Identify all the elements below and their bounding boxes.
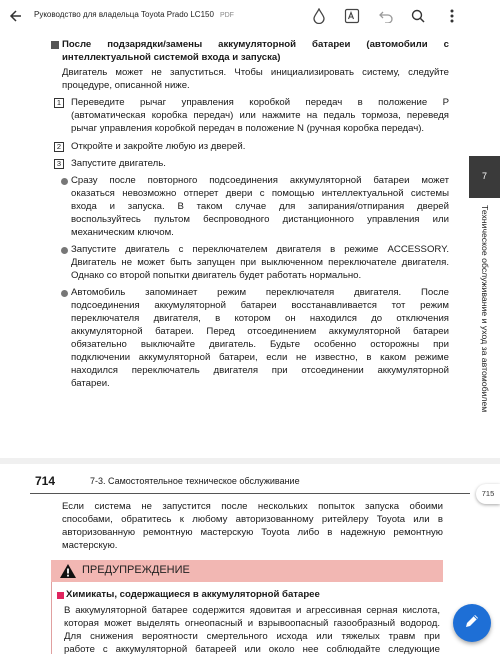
bullet3-line2: подсоединения аккумуляторной батареи восстанавливается тот режим bbox=[71, 300, 449, 311]
warning-square-icon bbox=[57, 592, 64, 599]
bullet3-line7: находился переключатель двигателя при отсоединении аккумуляторной bbox=[71, 365, 449, 376]
warning-subheading: Химикаты, содержащиеся в аккумуляторной батарее bbox=[66, 589, 320, 600]
bullet1-line3: входа и запуска. В таком случае для запирания/отпирания дверей bbox=[71, 201, 449, 212]
bullet3-line4: аккумуляторной батареи. Перед отсоединением аккумуляторной батареи bbox=[71, 326, 449, 337]
chapter-tab-label: Техническое обслуживание и уход за автомобилем bbox=[480, 205, 490, 413]
bullet1-line5: механическим ключом. bbox=[71, 227, 174, 238]
document-title: Руководство для владельца Toyota Prado LC150 PDF bbox=[34, 10, 234, 19]
step1-line3: рычаг управления коробкой передач в положение N (ручная коробка передач). bbox=[71, 123, 425, 134]
step-number: 2 bbox=[54, 142, 64, 152]
section-heading-line1: После подзарядки/замены аккумуляторной батареи (автомобили с bbox=[62, 39, 449, 50]
top-toolbar bbox=[0, 0, 500, 32]
pencil-icon bbox=[464, 613, 480, 634]
continuation-line3: авторизованную ремонтную мастерскую Toyota либо в надежную ремонтную bbox=[62, 527, 443, 538]
bullet2-line3: Однако со второй попытки двигатель будет работать нормально. bbox=[71, 270, 362, 281]
text-format-icon[interactable] bbox=[344, 8, 360, 24]
bullet3-line1: Автомобиль запоминает режим переключателя двигателя. После bbox=[71, 287, 449, 298]
bullet3-line8: батареи. bbox=[71, 378, 110, 389]
bullet1-line1: Сразу после повторного подсоединения аккумуляторной батареи может bbox=[71, 175, 449, 186]
step1-line2: (автоматическая коробка передач) или нажмите на педаль тормоза, переведя bbox=[71, 110, 449, 121]
step2-line1: Откройте и закройте любую из дверей. bbox=[71, 141, 246, 152]
warning-line2: которая может выделять огнеопасный и взрывоопасный газообразный водород. bbox=[64, 618, 440, 629]
drop-icon[interactable] bbox=[311, 8, 327, 24]
section-heading-line2: интеллектуальной системой входа и запуска) bbox=[62, 52, 281, 63]
chapter-tab[interactable]: 7 bbox=[469, 156, 500, 198]
warning-line3: Для снижения вероятности смертельного исхода или тяжелых травм при bbox=[64, 631, 440, 642]
page-number: 714 bbox=[35, 474, 56, 488]
intro-line1: Двигатель может не запуститься. Чтобы инициализировать систему, следуйте bbox=[62, 67, 449, 78]
warning-title: ПРЕДУПРЕЖДЕНИЕ bbox=[82, 564, 190, 576]
bullet3-line6: подключении аккумуляторной батареи, если не известно, в каком режиме bbox=[71, 352, 449, 363]
intro-line2: процедуре, описанной ниже. bbox=[62, 80, 190, 91]
bullet-dot bbox=[61, 247, 68, 254]
warning-line1: В аккумуляторной батарее содержится ядовитая и агрессивная серная кислота, bbox=[64, 605, 440, 616]
bullet2-line2: Двигатель не может быть запущен при выключенном переключателе двигателя. bbox=[71, 257, 449, 268]
warning-line4: работе с аккумуляторной батареей или около нее соблюдайте следующие bbox=[64, 644, 440, 654]
step3-line1: Запустите двигатель. bbox=[71, 158, 166, 169]
continuation-line2: способами, обратитесь к любому авторизованному ритейлеру Toyota или в bbox=[62, 514, 443, 525]
bullet3-line3: переключателя двигателя, в котором он находился до отключения bbox=[71, 313, 449, 324]
continuation-line4: мастерскую. bbox=[62, 540, 118, 551]
bullet-dot bbox=[61, 290, 68, 297]
pdf-badge: PDF bbox=[219, 12, 234, 19]
step1-line1: Переведите рычаг управления коробкой передач в положение P bbox=[71, 97, 449, 108]
section-square-icon bbox=[51, 41, 59, 49]
page-indicator-badge[interactable]: 715 bbox=[476, 484, 500, 504]
bullet3-line5: обязательно выключайте двигатель. Будьте особенно осторожны при bbox=[71, 339, 449, 350]
bullet-dot bbox=[61, 178, 68, 185]
undo-icon[interactable] bbox=[378, 8, 394, 24]
step-number: 3 bbox=[54, 159, 64, 169]
bullet2-line1: Запустите двигатель с переключателем двигателя в режиме ACCESSORY. bbox=[71, 244, 449, 255]
page-section-title: 7-3. Самостоятельное техническое обслуживание bbox=[90, 476, 300, 486]
step-number: 1 bbox=[54, 98, 64, 108]
back-arrow-icon[interactable] bbox=[8, 8, 24, 24]
bullet1-line2: оказаться невозможно отперет двери с помощью интеллектуальной системы bbox=[71, 188, 449, 199]
more-icon[interactable] bbox=[444, 8, 460, 24]
edit-fab-button[interactable] bbox=[453, 604, 491, 642]
bullet1-line4: воспользуйтесь пультом беспроводного дистанционного управления или bbox=[71, 214, 449, 225]
header-divider bbox=[30, 493, 470, 494]
warning-triangle-icon bbox=[59, 563, 77, 579]
continuation-line1: Если система не запустится после нескольких попыток запуска обоими bbox=[62, 501, 443, 512]
search-icon[interactable] bbox=[410, 8, 426, 24]
